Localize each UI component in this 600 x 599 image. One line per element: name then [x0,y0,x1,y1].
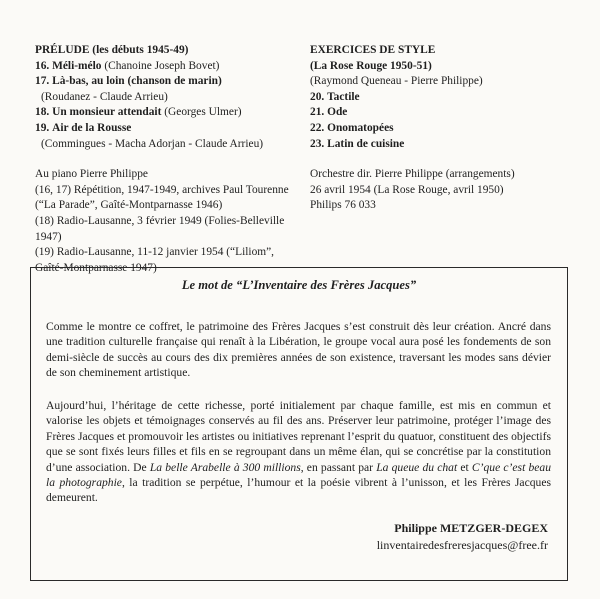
track-22 [310,121,570,137]
exercices-column [310,43,570,214]
track-title: Là-bas, au loin (chanson de marin) [52,75,222,88]
exercices-notes [310,167,570,214]
track-16 [35,59,290,75]
track-credit: (Roudanez - Claude Arrieu) [41,90,168,103]
box-paragraph-2 [46,398,551,506]
track-number: 16. [35,59,50,72]
paragraph-text: , en passant par [300,460,377,474]
note-line: (19) Radio-Lausanne, 11-12 janvier 1954 (“Liliom”, Gaîté-Montparnasse 1947) [35,246,275,274]
track-number: 17. [35,75,50,88]
prelude-heading: PRÉLUDE (les débuts 1945-49) [35,44,189,56]
song-title: La queue du chat [376,460,458,474]
track-17 [35,74,290,90]
track-23 [310,137,570,153]
track-18 [35,105,290,121]
track-title: Méli-mélo [52,59,102,72]
track-title: Latin de cuisine [327,137,405,150]
prelude-notes [35,167,290,276]
track-number: 20. [310,90,325,103]
paragraph-text: Aujourd’hui, l’héritage de cette richesse, porté initialement par chaque famille, est mis en commun et valorise les objets et témoignages conservés au fil des ans. Préserver leur patrimoine, protéger l’image des Frères Jacques et promouvoir les artistes ou initiatives reprenant l’esprit du quatuor, constituent des objectifs que se sont fixés leurs filles et fils en se regroupant dans un même élan, qui se concrétise par la constitution d’une association. De [46,399,551,474]
note-line: 26 avril 1954 (La Rose Rouge, avril 1950) [310,183,504,196]
track-20 [310,90,570,106]
exercices-subheading: (La Rose Rouge 1950-51) [310,59,432,72]
exercices-heading: EXERCICES DE STYLE [310,44,436,56]
track-number: 19. [35,121,50,134]
song-title: La belle Arabelle à 300 millions [149,460,301,474]
track-title: Onomatopées [327,121,394,134]
track-number: 18. [35,106,50,119]
track-credit: (Commingues - Macha Adorjan - Claude Arrieu) [41,137,264,150]
note-line: (18) Radio-Lausanne, 3 février 1949 (Folies-Belleville 1947) [35,214,285,243]
track-title: Ode [327,106,348,119]
box-paragraph-1: Comme le montre ce coffret, le patrimoine des Frères Jacques s’est construit dès leur création. Ancré dans une tradition culturelle française qui renaît à la Libération, le groupe vocal aura posé les fondements de son demi-siècle de succès au cours des dix premières années de son existence, traversant les modes sans dévier de son cheminement artistique. [46,320,551,380]
signature-name: Philippe METZGER-DEGEX [394,521,548,535]
prelude-column [35,43,290,276]
paragraph-text: , la tradition se perpétue, l’humour et la poésie vibrent à l’unisson, et les Frères Jacques demeurent. [46,476,551,505]
note-line: Orchestre dir. Pierre Philippe (arrangements) [310,168,515,181]
track-title: Air de la Rousse [52,121,132,134]
song-title: C’que c’est beau la photographie [46,460,551,490]
track-number: 23. [310,137,325,150]
track-number: 22. [310,121,325,134]
track-credit: (Chanoine Joseph Bovet) [104,59,220,72]
box-title: Le mot de “L’Inventaire des Frères Jacques” [181,278,417,292]
note-line: Philips 76 033 [310,199,376,212]
paragraph-text: et [457,460,472,474]
track-title: Un monsieur attendait [52,106,162,119]
signature-email: linventairedesfreresjacques@free.fr [376,538,548,552]
note-line: Au piano Pierre Philippe [35,168,148,181]
track-19 [35,121,290,137]
track-title: Tactile [327,90,360,103]
exercices-credit: (Raymond Queneau - Pierre Philippe) [310,75,483,88]
note-line: (16, 17) Répétition, 1947-1949, archives Paul Tourenne (“La Parade”, Gaîté-Montparnasse 1946) [35,183,289,212]
track-21 [310,105,570,121]
track-number: 21. [310,106,325,119]
track-credit: (Georges Ulmer) [164,106,242,119]
